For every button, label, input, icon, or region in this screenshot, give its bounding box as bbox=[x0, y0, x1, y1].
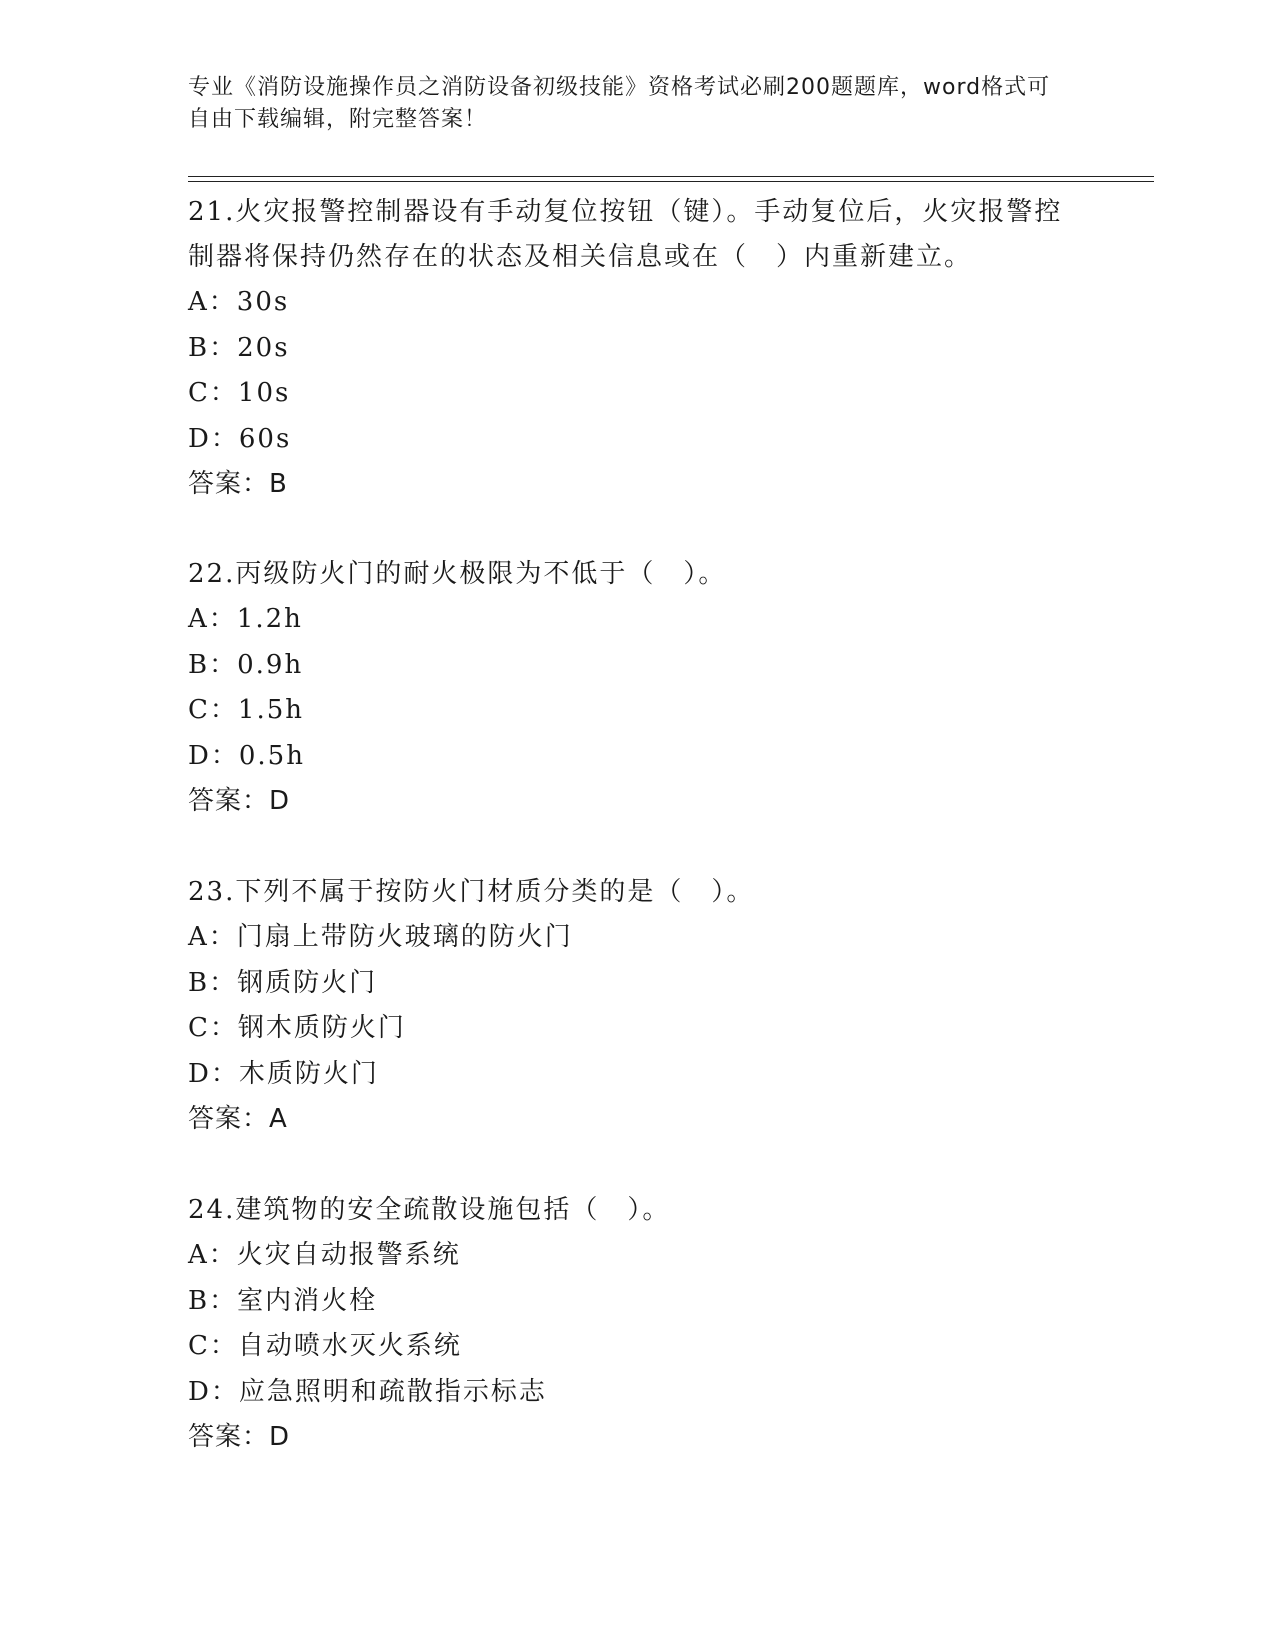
question-stem: 22.丙级防火门的耐火极限为不低于（ ）。 bbox=[188, 559, 727, 589]
option-text: 钢木质防火门 bbox=[237, 1013, 406, 1043]
option-a bbox=[188, 915, 1088, 961]
option-c bbox=[188, 1006, 1088, 1052]
option-a bbox=[188, 1233, 1088, 1279]
option-text: 30s bbox=[236, 287, 290, 317]
option-text: 自动喷水灭火系统 bbox=[237, 1331, 462, 1361]
option-letter: A： bbox=[188, 287, 237, 317]
option-d bbox=[188, 1370, 1088, 1416]
question-22 bbox=[188, 552, 1088, 824]
answer-line: 答案：D bbox=[188, 786, 291, 816]
header-divider-bottom bbox=[188, 181, 1154, 182]
option-text: 10s bbox=[237, 378, 291, 408]
question-21 bbox=[188, 190, 1088, 507]
option-text: 室内消火栓 bbox=[237, 1285, 378, 1316]
option-text: 0.9h bbox=[237, 649, 304, 680]
option-b bbox=[188, 643, 1088, 689]
option-b bbox=[188, 326, 1088, 372]
option-letter: B： bbox=[188, 1285, 238, 1316]
option-d bbox=[188, 1052, 1088, 1098]
question-stem: 23.下列不属于按防火门材质分类的是（ ）。 bbox=[188, 877, 755, 907]
option-letter: C： bbox=[188, 378, 238, 408]
question-stem: 24.建筑物的安全疏散设施包括（ ）。 bbox=[188, 1195, 671, 1225]
option-b bbox=[188, 961, 1088, 1007]
option-d bbox=[188, 734, 1088, 780]
option-letter: B： bbox=[188, 649, 238, 680]
option-text: 0.5h bbox=[238, 740, 305, 771]
option-c bbox=[188, 688, 1088, 734]
option-letter: B： bbox=[188, 332, 238, 363]
option-letter: A： bbox=[188, 604, 237, 634]
option-letter: C： bbox=[188, 695, 238, 725]
option-d bbox=[188, 417, 1088, 463]
option-letter: B： bbox=[188, 967, 238, 998]
option-text: 钢质防火门 bbox=[237, 967, 378, 998]
option-a bbox=[188, 597, 1088, 643]
option-letter: D： bbox=[188, 423, 239, 454]
option-c bbox=[188, 1324, 1088, 1370]
option-c bbox=[188, 371, 1088, 417]
option-letter: D： bbox=[188, 740, 239, 771]
answer-line: 答案：D bbox=[188, 1422, 291, 1452]
header-intro-text: 专业《消防设施操作员之消防设备初级技能》资格考试必刷200题题库，word格式可自由下载编辑，附完整答案！ bbox=[188, 75, 1051, 132]
option-text: 1.2h bbox=[236, 604, 303, 634]
header-divider-top bbox=[188, 176, 1154, 177]
question-stem: 21.火灾报警控制器设有手动复位按钮（键）。手动复位后，火灾报警控制器将保持仍然存在的状态及相关信息或在（ ）内重新建立。 bbox=[188, 197, 1063, 272]
option-letter: D： bbox=[188, 1058, 239, 1089]
option-text: 火灾自动报警系统 bbox=[236, 1240, 461, 1270]
option-letter: C： bbox=[188, 1331, 238, 1361]
option-letter: C： bbox=[188, 1013, 238, 1043]
document-header bbox=[188, 72, 1068, 136]
option-text: 木质防火门 bbox=[238, 1058, 379, 1089]
question-23 bbox=[188, 870, 1088, 1142]
answer-line: 答案：A bbox=[188, 1104, 288, 1134]
option-text: 应急照明和疏散指示标志 bbox=[238, 1376, 547, 1407]
option-text: 20s bbox=[237, 332, 290, 363]
option-a bbox=[188, 280, 1088, 326]
option-text: 1.5h bbox=[237, 695, 304, 725]
option-letter: A： bbox=[188, 922, 237, 952]
option-letter: D： bbox=[188, 1376, 239, 1407]
option-b bbox=[188, 1279, 1088, 1325]
option-text: 60s bbox=[238, 423, 292, 454]
question-24 bbox=[188, 1188, 1088, 1460]
option-text: 门扇上带防火玻璃的防火门 bbox=[236, 922, 573, 952]
answer-line: 答案：B bbox=[188, 469, 288, 499]
option-letter: A： bbox=[188, 1240, 237, 1270]
